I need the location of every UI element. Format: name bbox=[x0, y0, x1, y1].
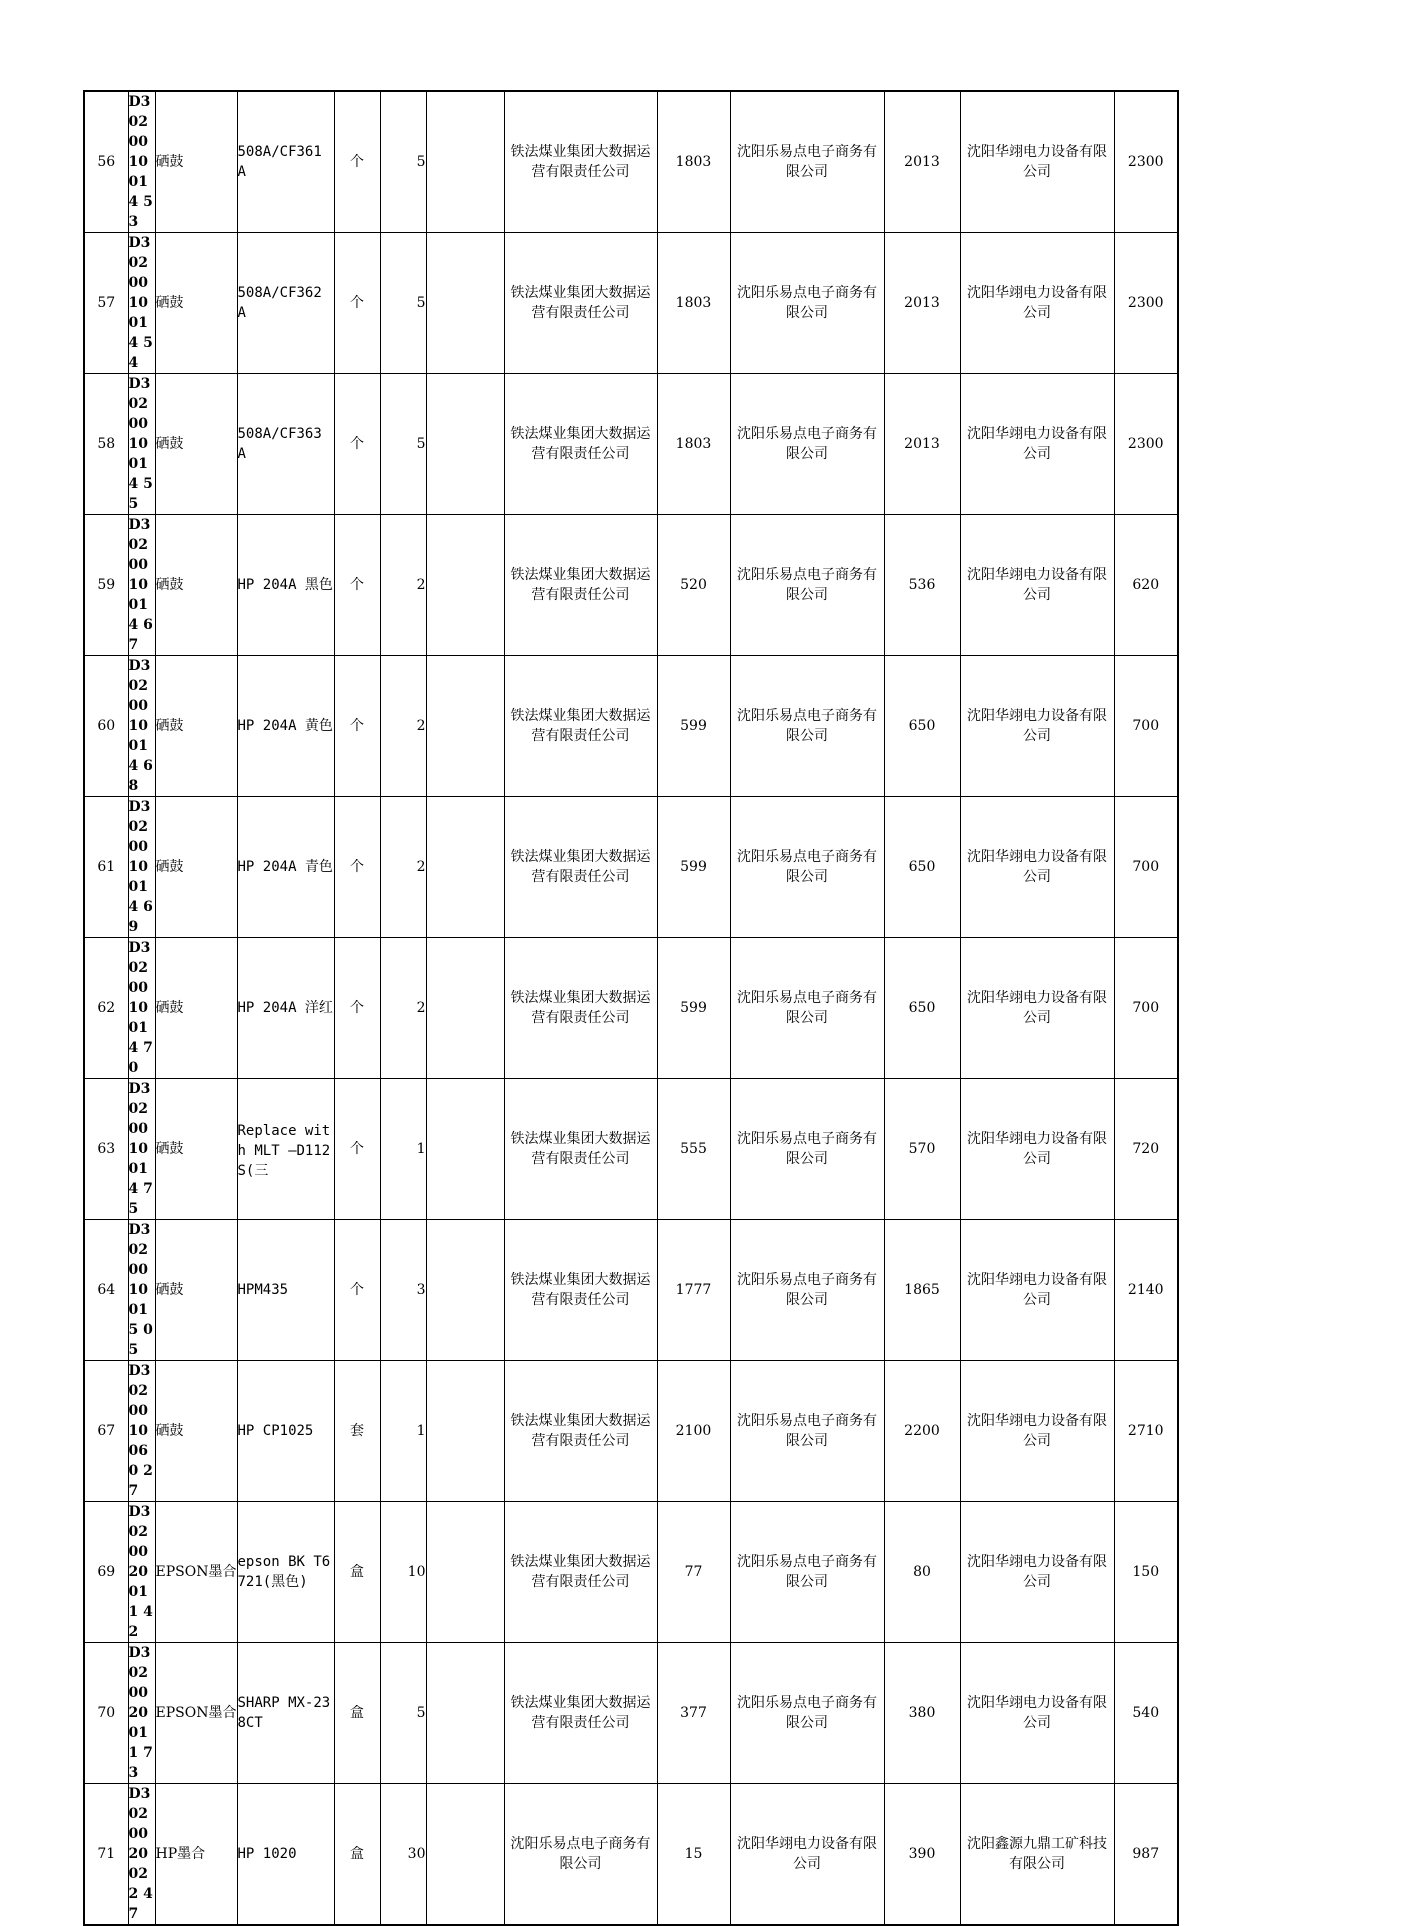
table-row bbox=[84, 233, 1178, 374]
supplier-2: 沈阳乐易点电子商务有限公司 bbox=[737, 849, 877, 885]
price-1-cell: 599 bbox=[657, 656, 730, 797]
price-3-cell: 700 bbox=[1114, 938, 1178, 1079]
unit-cell: 盒 bbox=[334, 1502, 380, 1643]
blank-cell-cell bbox=[426, 1502, 504, 1643]
blank-cell-cell bbox=[426, 374, 504, 515]
supplier-2-cell bbox=[730, 1361, 884, 1502]
price-1-cell: 1803 bbox=[657, 233, 730, 374]
supplier-1: 铁法煤业集团大数据运营有限责任公司 bbox=[510, 849, 651, 885]
specification-cell bbox=[237, 797, 334, 938]
supplier-1-cell bbox=[504, 91, 657, 233]
blank-cell-cell bbox=[426, 797, 504, 938]
quantity-cell: 10 bbox=[380, 1502, 426, 1643]
supplier-1-cell bbox=[504, 938, 657, 1079]
row-number-cell: 64 bbox=[84, 1220, 128, 1361]
price-1-cell: 1803 bbox=[657, 374, 730, 515]
price-2-cell: 2013 bbox=[884, 91, 960, 233]
unit-cell: 个 bbox=[334, 515, 380, 656]
supplier-3-cell bbox=[960, 374, 1114, 515]
supplier-3: 沈阳华翊电力设备有限公司 bbox=[967, 426, 1107, 462]
blank-cell-cell bbox=[426, 1220, 504, 1361]
material-code-cell: D3020010014 69 bbox=[128, 797, 155, 938]
row-number-cell: 63 bbox=[84, 1079, 128, 1220]
supplier-3: 沈阳鑫源九鼎工矿科技有限公司 bbox=[967, 1836, 1107, 1872]
specification-cell bbox=[237, 1220, 334, 1361]
price-2-cell: 1865 bbox=[884, 1220, 960, 1361]
supplier-1-cell bbox=[504, 1079, 657, 1220]
quantity-cell: 2 bbox=[380, 797, 426, 938]
table-row bbox=[84, 1643, 1178, 1784]
unit-cell: 个 bbox=[334, 1079, 380, 1220]
material-code-cell: D3020010014 53 bbox=[128, 91, 155, 233]
supplier-1-cell bbox=[504, 1502, 657, 1643]
supplier-3-cell bbox=[960, 1502, 1114, 1643]
row-number-cell: 71 bbox=[84, 1784, 128, 1926]
material-name-cell: 硒鼓 bbox=[155, 515, 237, 656]
price-3-cell: 2300 bbox=[1114, 91, 1178, 233]
supplier-3: 沈阳华翊电力设备有限公司 bbox=[967, 708, 1107, 744]
price-2-cell: 2013 bbox=[884, 374, 960, 515]
supplier-1: 沈阳乐易点电子商务有限公司 bbox=[510, 1836, 651, 1872]
material-code-cell: D3020010014 75 bbox=[128, 1079, 155, 1220]
supplier-2: 沈阳乐易点电子商务有限公司 bbox=[737, 1554, 877, 1590]
table-body bbox=[84, 91, 1178, 1925]
supplier-1: 铁法煤业集团大数据运营有限责任公司 bbox=[510, 708, 651, 744]
blank-cell-cell bbox=[426, 656, 504, 797]
supplier-2-cell bbox=[730, 1079, 884, 1220]
specification-cell bbox=[237, 1643, 334, 1784]
material-code-cell: D3020010014 68 bbox=[128, 656, 155, 797]
specification-cell bbox=[237, 515, 334, 656]
quantity-cell: 5 bbox=[380, 374, 426, 515]
specification-cell bbox=[237, 656, 334, 797]
specification: HP 204A 青色 bbox=[237, 859, 333, 875]
specification: HP 204A 黄色 bbox=[237, 718, 333, 734]
supplier-3-cell bbox=[960, 797, 1114, 938]
material-name-cell: 硒鼓 bbox=[155, 233, 237, 374]
supplier-2: 沈阳乐易点电子商务有限公司 bbox=[737, 1695, 877, 1731]
quantity-cell: 2 bbox=[380, 656, 426, 797]
table-row bbox=[84, 1784, 1178, 1926]
material-name-cell: EPSON墨合 bbox=[155, 1502, 237, 1643]
quantity-cell: 2 bbox=[380, 515, 426, 656]
supplier-3: 沈阳华翊电力设备有限公司 bbox=[967, 849, 1107, 885]
price-1-cell: 520 bbox=[657, 515, 730, 656]
row-number-cell: 60 bbox=[84, 656, 128, 797]
price-3-cell: 2140 bbox=[1114, 1220, 1178, 1361]
material-code-cell: D3020010060 27 bbox=[128, 1361, 155, 1502]
quantity-cell: 5 bbox=[380, 1643, 426, 1784]
specification: HP 204A 洋红 bbox=[237, 1000, 333, 1016]
specification: 508A/CF362 A bbox=[237, 285, 322, 321]
supplier-1-cell bbox=[504, 515, 657, 656]
unit-cell: 个 bbox=[334, 656, 380, 797]
specification: SHARP MX-238CT bbox=[237, 1695, 331, 1731]
blank-cell-cell bbox=[426, 938, 504, 1079]
supplier-2-cell bbox=[730, 1784, 884, 1926]
row-number-cell: 67 bbox=[84, 1361, 128, 1502]
supplier-1-cell bbox=[504, 1361, 657, 1502]
price-2-cell: 536 bbox=[884, 515, 960, 656]
table-row bbox=[84, 656, 1178, 797]
supplier-3-cell bbox=[960, 938, 1114, 1079]
blank-cell-cell bbox=[426, 1643, 504, 1784]
supplier-1: 铁法煤业集团大数据运营有限责任公司 bbox=[510, 1272, 651, 1308]
unit-cell: 个 bbox=[334, 797, 380, 938]
unit-cell: 个 bbox=[334, 374, 380, 515]
specification-cell bbox=[237, 233, 334, 374]
unit-cell: 个 bbox=[334, 1220, 380, 1361]
supplier-3: 沈阳华翊电力设备有限公司 bbox=[967, 990, 1107, 1026]
table-row bbox=[84, 91, 1178, 233]
table-row bbox=[84, 1361, 1178, 1502]
supplier-3: 沈阳华翊电力设备有限公司 bbox=[967, 285, 1107, 321]
supplier-2: 沈阳乐易点电子商务有限公司 bbox=[737, 567, 877, 603]
table-row bbox=[84, 374, 1178, 515]
price-1-cell: 1803 bbox=[657, 91, 730, 233]
table-row bbox=[84, 515, 1178, 656]
material-name-cell: 硒鼓 bbox=[155, 91, 237, 233]
supplier-3: 沈阳华翊电力设备有限公司 bbox=[967, 1131, 1107, 1167]
specification: HPM435 bbox=[237, 1282, 289, 1298]
unit-cell: 套 bbox=[334, 1361, 380, 1502]
supplier-1: 铁法煤业集团大数据运营有限责任公司 bbox=[510, 285, 651, 321]
price-2-cell: 80 bbox=[884, 1502, 960, 1643]
quantity-cell: 5 bbox=[380, 233, 426, 374]
material-code-cell: D3020010014 55 bbox=[128, 374, 155, 515]
price-1-cell: 1777 bbox=[657, 1220, 730, 1361]
price-3-cell: 2710 bbox=[1114, 1361, 1178, 1502]
specification: 508A/CF363 A bbox=[237, 426, 322, 462]
supplier-1-cell bbox=[504, 1220, 657, 1361]
specification: HP CP1025 bbox=[237, 1423, 314, 1439]
quantity-cell: 3 bbox=[380, 1220, 426, 1361]
supplier-1: 铁法煤业集团大数据运营有限责任公司 bbox=[510, 1554, 651, 1590]
row-number-cell: 56 bbox=[84, 91, 128, 233]
table-row bbox=[84, 1220, 1178, 1361]
specification-cell bbox=[237, 1502, 334, 1643]
price-3-cell: 2300 bbox=[1114, 374, 1178, 515]
price-1-cell: 77 bbox=[657, 1502, 730, 1643]
supplier-2-cell bbox=[730, 515, 884, 656]
material-code-cell: D3020020011 73 bbox=[128, 1643, 155, 1784]
supplier-2-cell bbox=[730, 91, 884, 233]
specification: Replace with MLT —D112S(三 bbox=[237, 1122, 331, 1178]
specification-cell bbox=[237, 938, 334, 1079]
price-1-cell: 15 bbox=[657, 1784, 730, 1926]
price-2-cell: 650 bbox=[884, 797, 960, 938]
material-code-cell: D3020010014 70 bbox=[128, 938, 155, 1079]
price-2-cell: 650 bbox=[884, 938, 960, 1079]
blank-cell-cell bbox=[426, 1784, 504, 1926]
price-3-cell: 2300 bbox=[1114, 233, 1178, 374]
material-name-cell: 硒鼓 bbox=[155, 1361, 237, 1502]
supplier-2: 沈阳乐易点电子商务有限公司 bbox=[737, 144, 877, 180]
price-3-cell: 700 bbox=[1114, 797, 1178, 938]
supplier-3-cell bbox=[960, 91, 1114, 233]
supplier-1-cell bbox=[504, 1643, 657, 1784]
blank-cell-cell bbox=[426, 515, 504, 656]
supplier-1: 铁法煤业集团大数据运营有限责任公司 bbox=[510, 426, 651, 462]
supplier-1-cell bbox=[504, 797, 657, 938]
unit-cell: 盒 bbox=[334, 1643, 380, 1784]
supplier-2-cell bbox=[730, 797, 884, 938]
price-1-cell: 599 bbox=[657, 797, 730, 938]
supplier-2: 沈阳乐易点电子商务有限公司 bbox=[737, 708, 877, 744]
price-3-cell: 150 bbox=[1114, 1502, 1178, 1643]
blank-cell-cell bbox=[426, 1079, 504, 1220]
row-number-cell: 59 bbox=[84, 515, 128, 656]
price-2-cell: 380 bbox=[884, 1643, 960, 1784]
price-1-cell: 599 bbox=[657, 938, 730, 1079]
material-name-cell: 硒鼓 bbox=[155, 1079, 237, 1220]
table-row bbox=[84, 1502, 1178, 1643]
quantity-cell: 5 bbox=[380, 91, 426, 233]
supplier-2: 沈阳乐易点电子商务有限公司 bbox=[737, 285, 877, 321]
material-name-cell: HP墨合 bbox=[155, 1784, 237, 1926]
supplier-3: 沈阳华翊电力设备有限公司 bbox=[967, 144, 1107, 180]
specification-cell bbox=[237, 1361, 334, 1502]
supplier-3-cell bbox=[960, 1643, 1114, 1784]
blank-cell-cell bbox=[426, 233, 504, 374]
price-3-cell: 620 bbox=[1114, 515, 1178, 656]
price-2-cell: 2200 bbox=[884, 1361, 960, 1502]
quantity-cell: 1 bbox=[380, 1079, 426, 1220]
blank-cell-cell bbox=[426, 91, 504, 233]
supplier-2: 沈阳乐易点电子商务有限公司 bbox=[737, 1413, 877, 1449]
supplier-2: 沈阳乐易点电子商务有限公司 bbox=[737, 1131, 877, 1167]
supplier-3-cell bbox=[960, 1220, 1114, 1361]
supplier-1: 铁法煤业集团大数据运营有限责任公司 bbox=[510, 990, 651, 1026]
price-3-cell: 987 bbox=[1114, 1784, 1178, 1926]
supplier-1: 铁法煤业集团大数据运营有限责任公司 bbox=[510, 1695, 651, 1731]
quotation-table bbox=[83, 90, 1179, 1926]
supplier-2: 沈阳乐易点电子商务有限公司 bbox=[737, 990, 877, 1026]
supplier-2: 沈阳乐易点电子商务有限公司 bbox=[737, 1272, 877, 1308]
price-2-cell: 650 bbox=[884, 656, 960, 797]
supplier-2-cell bbox=[730, 374, 884, 515]
table-row bbox=[84, 938, 1178, 1079]
material-name-cell: 硒鼓 bbox=[155, 1220, 237, 1361]
supplier-3: 沈阳华翊电力设备有限公司 bbox=[967, 1695, 1107, 1731]
supplier-2-cell bbox=[730, 1220, 884, 1361]
supplier-3: 沈阳华翊电力设备有限公司 bbox=[967, 1554, 1107, 1590]
specification-cell bbox=[237, 1784, 334, 1926]
row-number-cell: 69 bbox=[84, 1502, 128, 1643]
supplier-1: 铁法煤业集团大数据运营有限责任公司 bbox=[510, 1413, 651, 1449]
supplier-3-cell bbox=[960, 1361, 1114, 1502]
supplier-2: 沈阳华翊电力设备有限公司 bbox=[737, 1836, 877, 1872]
material-name-cell: EPSON墨合 bbox=[155, 1643, 237, 1784]
supplier-3: 沈阳华翊电力设备有限公司 bbox=[967, 567, 1107, 603]
row-number-cell: 70 bbox=[84, 1643, 128, 1784]
table-row bbox=[84, 1079, 1178, 1220]
specification-cell bbox=[237, 1079, 334, 1220]
material-code-cell: D3020010014 67 bbox=[128, 515, 155, 656]
supplier-2-cell bbox=[730, 1643, 884, 1784]
unit-cell: 个 bbox=[334, 938, 380, 1079]
unit-cell: 个 bbox=[334, 233, 380, 374]
price-2-cell: 2013 bbox=[884, 233, 960, 374]
specification-cell bbox=[237, 374, 334, 515]
supplier-2-cell bbox=[730, 938, 884, 1079]
price-3-cell: 700 bbox=[1114, 656, 1178, 797]
specification: 508A/CF361 A bbox=[237, 144, 322, 180]
unit-cell: 盒 bbox=[334, 1784, 380, 1926]
specification: epson BK T6721(黑色) bbox=[237, 1554, 331, 1590]
material-code-cell: D3020010014 54 bbox=[128, 233, 155, 374]
supplier-1-cell bbox=[504, 1784, 657, 1926]
quantity-cell: 2 bbox=[380, 938, 426, 1079]
supplier-1: 铁法煤业集团大数据运营有限责任公司 bbox=[510, 1131, 651, 1167]
supplier-2-cell bbox=[730, 1502, 884, 1643]
supplier-1-cell bbox=[504, 233, 657, 374]
specification: HP 204A 黑色 bbox=[237, 577, 333, 593]
supplier-3-cell bbox=[960, 656, 1114, 797]
material-code-cell: D3020020022 47 bbox=[128, 1784, 155, 1926]
specification: HP 1020 bbox=[237, 1846, 297, 1862]
supplier-3-cell bbox=[960, 233, 1114, 374]
supplier-1: 铁法煤业集团大数据运营有限责任公司 bbox=[510, 144, 651, 180]
material-name-cell: 硒鼓 bbox=[155, 656, 237, 797]
specification-cell bbox=[237, 91, 334, 233]
row-number-cell: 57 bbox=[84, 233, 128, 374]
price-1-cell: 555 bbox=[657, 1079, 730, 1220]
supplier-3-cell bbox=[960, 1784, 1114, 1926]
supplier-1-cell bbox=[504, 656, 657, 797]
supplier-2-cell bbox=[730, 233, 884, 374]
table-row bbox=[84, 797, 1178, 938]
price-2-cell: 390 bbox=[884, 1784, 960, 1926]
material-code-cell: D3020010015 05 bbox=[128, 1220, 155, 1361]
price-2-cell: 570 bbox=[884, 1079, 960, 1220]
price-3-cell: 720 bbox=[1114, 1079, 1178, 1220]
supplier-2-cell bbox=[730, 656, 884, 797]
supplier-1: 铁法煤业集团大数据运营有限责任公司 bbox=[510, 567, 651, 603]
price-1-cell: 2100 bbox=[657, 1361, 730, 1502]
supplier-2: 沈阳乐易点电子商务有限公司 bbox=[737, 426, 877, 462]
price-3-cell: 540 bbox=[1114, 1643, 1178, 1784]
supplier-3-cell bbox=[960, 1079, 1114, 1220]
quantity-cell: 30 bbox=[380, 1784, 426, 1926]
supplier-3: 沈阳华翊电力设备有限公司 bbox=[967, 1272, 1107, 1308]
row-number-cell: 62 bbox=[84, 938, 128, 1079]
material-name-cell: 硒鼓 bbox=[155, 938, 237, 1079]
material-name-cell: 硒鼓 bbox=[155, 797, 237, 938]
row-number-cell: 58 bbox=[84, 374, 128, 515]
supplier-1-cell bbox=[504, 374, 657, 515]
unit-cell: 个 bbox=[334, 91, 380, 233]
material-code-cell: D3020020011 42 bbox=[128, 1502, 155, 1643]
quantity-cell: 1 bbox=[380, 1361, 426, 1502]
blank-cell-cell bbox=[426, 1361, 504, 1502]
row-number-cell: 61 bbox=[84, 797, 128, 938]
price-1-cell: 377 bbox=[657, 1643, 730, 1784]
material-name-cell: 硒鼓 bbox=[155, 374, 237, 515]
supplier-3-cell bbox=[960, 515, 1114, 656]
supplier-3: 沈阳华翊电力设备有限公司 bbox=[967, 1413, 1107, 1449]
